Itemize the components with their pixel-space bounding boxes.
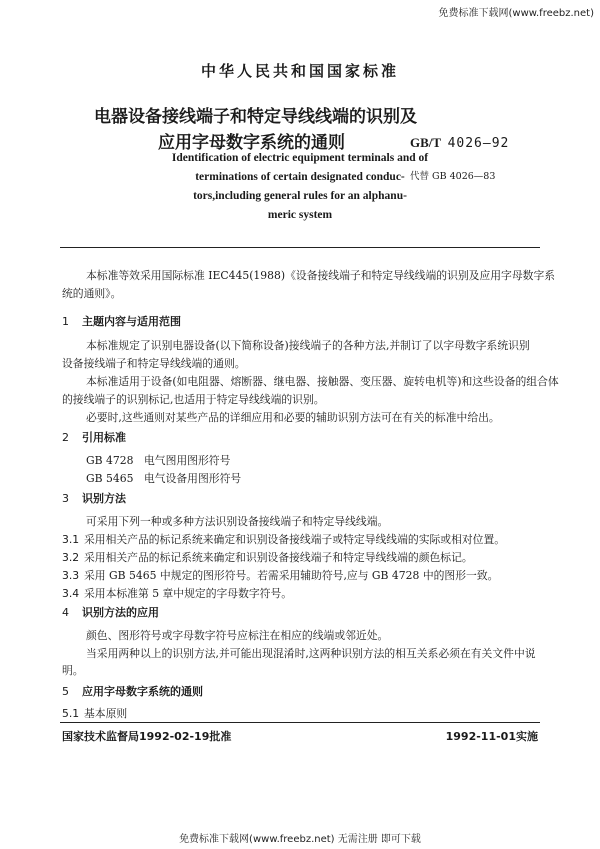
footer-rule <box>60 722 540 723</box>
code-number: 4026—92 <box>447 136 510 151</box>
s3-item: 3.3 采用 GB 5465 中规定的图形符号。若需采用辅助符号,应与 GB 4728 中的图形一致。 <box>62 569 499 582</box>
section-4-heading: 4 识别方法的应用 <box>62 606 159 619</box>
ref-item: GB 4728 电气图用图形符号 <box>86 454 231 467</box>
s1-line1: 本标准规定了识别电器设备(以下简称设备)接线端子的各种方法,并制订了以字母数字系统识别 <box>86 339 530 352</box>
title-en-line1: Identification of electric equipment terminals and of <box>171 152 429 164</box>
s3-item: 3.4 采用本标准第 5 章中规定的字母数字符号。 <box>62 587 293 600</box>
section-1-heading: 1 主题内容与适用范围 <box>62 315 181 328</box>
title-en-line2: terminations of certain designated conduc- <box>195 171 405 183</box>
national-standard-label: 中华人民共和国国家标准 <box>200 62 399 80</box>
standard-code <box>410 135 509 151</box>
intro-line1: 本标准等效采用国际标准 IEC445(1988)《设备接线端子和特定导线线端的识别及应用字母数字系 <box>86 269 556 282</box>
approval-date: 国家技术监督局1992-02-19批准 <box>62 730 232 743</box>
s1-line4: 的接线端子的识别标记,也适用于特定导线线端的识别。 <box>62 393 325 406</box>
code-prefix: GB/T <box>410 135 442 150</box>
title-en-line4: meric system <box>267 209 333 221</box>
s3-item: 3.2 采用相关产品的标记系统来确定和识别设备接线端子和特定导线线端的颜色标记。 <box>62 551 473 564</box>
watermark-bottom: 免费标准下载网(www.freebz.net) 无需注册 即可下载 <box>179 834 421 845</box>
s4-line2: 当采用两种以上的识别方法,并可能出现混淆时,这两种识别方法的相互关系必须在有关文件中说 <box>86 647 536 660</box>
s3-intro: 可采用下列一种或多种方法识别设备接线端子和特定导线线端。 <box>86 515 389 528</box>
intro-line2: 统的通则》。 <box>62 287 122 300</box>
s1-line2: 设备接线端子和特定导线线端的通则。 <box>62 357 246 370</box>
watermark-top: 免费标准下载网(www.freebz.net) <box>438 8 594 19</box>
section-2-heading: 2 引用标准 <box>62 431 126 444</box>
s5-1-heading: 5.1 基本原则 <box>62 707 128 720</box>
section-5-heading: 5 应用字母数字系统的通则 <box>62 685 203 698</box>
s4-line1: 颜色、图形符号或字母数字符号应标注在相应的线端或邻近处。 <box>86 629 389 642</box>
ref-item: GB 5465 电气设备用图形符号 <box>86 472 242 485</box>
replaces-note: 代替 GB 4026—83 <box>410 171 496 182</box>
title-cn-line1: 电器设备接线端子和特定导线线端的识别及 <box>94 107 417 127</box>
s1-line5: 必要时,这些通则对某些产品的详细应用和必要的辅助识别方法可在有关的标准中给出。 <box>86 411 500 424</box>
header-rule <box>60 247 540 248</box>
effective-date: 1992-11-01实施 <box>445 730 538 743</box>
s3-item: 3.1 采用相关产品的标记系统来确定和识别设备接线端子或特定导线线端的实际或相对位置。 <box>62 533 506 546</box>
title-cn-line2: 应用字母数字系统的通则 <box>158 133 345 153</box>
section-3-heading: 3 识别方法 <box>62 492 126 505</box>
s1-line3: 本标准适用于设备(如电阻器、熔断器、继电器、接触器、变压器、旋转电机等)和这些设备的组合体 <box>86 375 559 388</box>
s4-line3: 明。 <box>62 664 84 677</box>
title-en-line3: tors,including general rules for an alphanu- <box>193 190 407 202</box>
